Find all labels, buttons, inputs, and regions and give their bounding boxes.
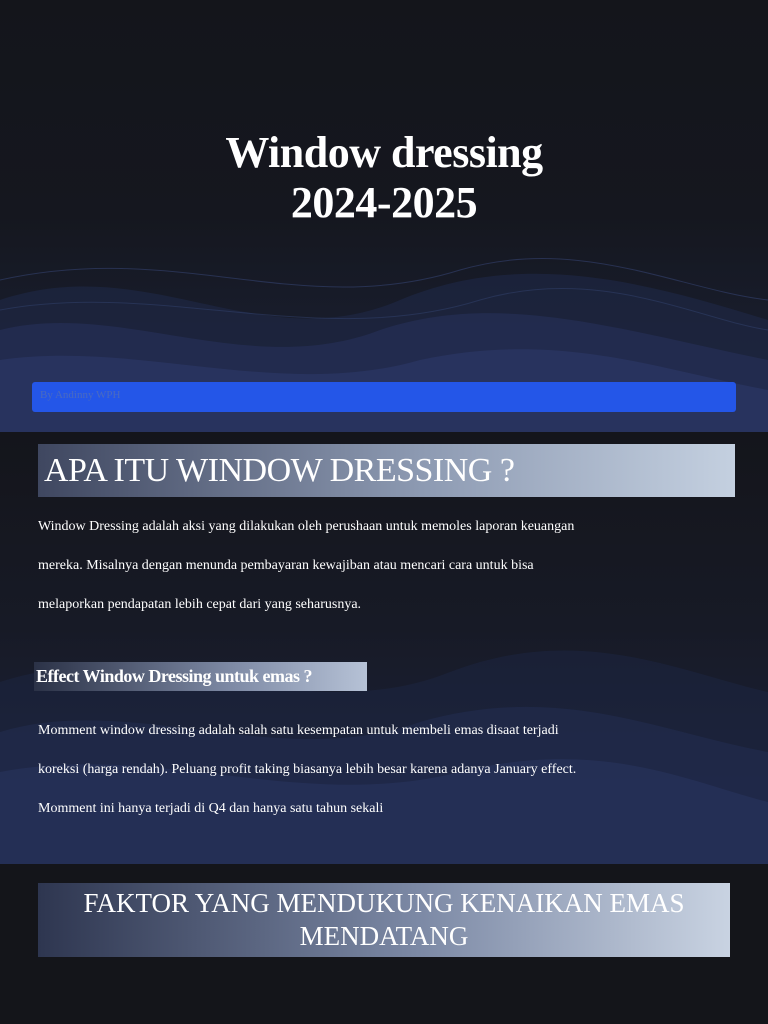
paragraph-line: Momment window dressing adalah salah satu kesempatan untuk membeli emas disaat terjadi [38, 723, 559, 738]
paragraph-line: melaporkan pendapatan lebih cepat dari yang seharusnya. [38, 597, 362, 612]
paragraph-line: Window Dressing adalah aksi yang dilakukan oleh perushaan untuk memoles laporan keuangan [38, 519, 575, 534]
cover-title-line2: 2024-2025 [290, 178, 478, 227]
paragraph-line: Momment ini hanya terjadi di Q4 dan hanya satu tahun sekali [38, 801, 384, 816]
section-heading-factors [38, 883, 730, 957]
section-heading-effect-text: Effect Window Dressing untuk emas ? [36, 666, 313, 686]
cover-page [0, 0, 768, 432]
author-bar [32, 382, 736, 412]
section-heading-what [38, 444, 735, 497]
paragraph-line: koreksi (harga rendah). Peluang profit taking biasanya lebih besar karena adanya January effect. [38, 762, 577, 777]
cover-title-line1: Window dressing [225, 128, 543, 177]
section-what-paragraph [38, 507, 574, 624]
author-label: By Andinny WPH [40, 389, 121, 401]
cover-title [0, 128, 768, 228]
factors-heading-line1: FAKTOR YANG MENDUKUNG KENAIKAN EMAS [83, 888, 685, 918]
section-effect-paragraph [38, 711, 576, 828]
section-heading-effect [34, 662, 367, 691]
section-heading-what-text: APA ITU WINDOW DRESSING ? [44, 452, 515, 489]
factors-heading-line2: MENDATANG [299, 921, 469, 951]
paragraph-line: mereka. Misalnya dengan menunda pembayaran kewajiban atau mencari cara untuk bisa [38, 558, 534, 573]
